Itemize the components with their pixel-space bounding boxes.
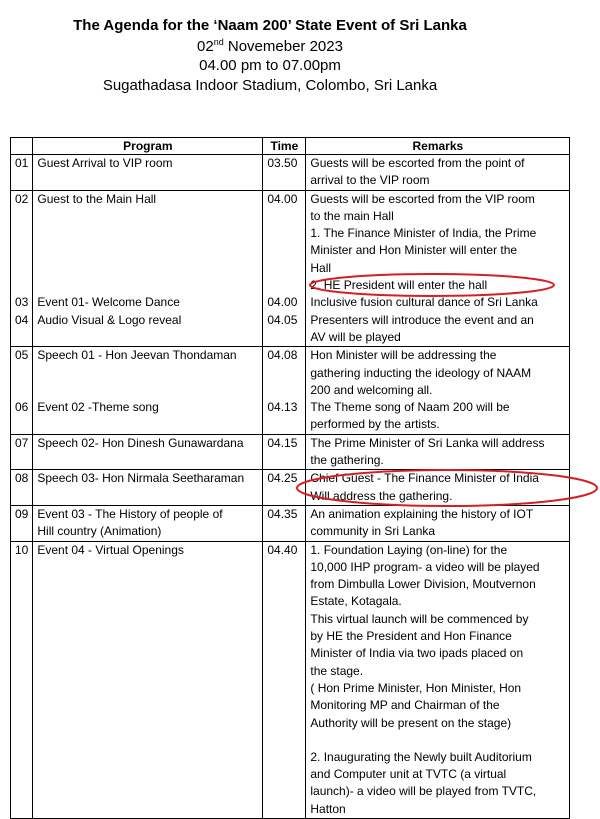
row-program: Guest Arrival to VIP room [33, 155, 263, 191]
row-program: Speech 01 - Hon Jeevan Thondaman [33, 347, 263, 399]
row-program: Event 03 - The History of people of Hill country (Animation) [33, 505, 263, 541]
row-time: 04.25 [263, 470, 306, 506]
row-remarks: Hon Minister will be addressing the gathering inducting the ideology of NAAM 200 and welcoming all. [306, 347, 570, 399]
row-no: 07 [11, 434, 33, 470]
row-no: 05 [11, 347, 33, 399]
row-remarks: The Theme song of Naam 200 will be performed by the artists. [306, 399, 570, 434]
row-program: Event 01- Welcome Dance [33, 294, 263, 311]
row-no: 06 [11, 399, 33, 434]
row-time: 04.00 [263, 190, 306, 294]
row-time: 03.50 [263, 155, 306, 191]
row-remarks: Guests will be escorted from the point of arrival to the VIP room [306, 155, 570, 191]
table-row [11, 399, 570, 434]
table-row [11, 190, 570, 294]
col-header-remarks: Remarks [306, 138, 570, 155]
row-program: Event 02 -Theme song [33, 399, 263, 434]
table-row [11, 294, 570, 311]
table-header-row [11, 138, 570, 155]
row-time: 04.13 [263, 399, 306, 434]
row-remarks: The Prime Minister of Sri Lanka will address the gathering. [306, 434, 570, 470]
event-date: 02nd Novemeber 2023 [197, 37, 343, 55]
row-remarks: Inclusive fusion cultural dance of Sri Lanka [306, 294, 570, 311]
row-time: 04.05 [263, 312, 306, 347]
row-time: 04.40 [263, 541, 306, 818]
row-remarks: Presenters will introduce the event and an AV will be played [306, 312, 570, 347]
row-remarks: Guests will be escorted from the VIP room to the main Hall 1. The Finance Minister of India, the Prime Minister and Hon Minister will enter the Hall 2. HE President will enter the hall [306, 190, 570, 294]
row-no: 09 [11, 505, 33, 541]
table-row [11, 434, 570, 470]
row-no: 10 [11, 541, 33, 818]
row-remarks: 1. Foundation Laying (on-line) for the 10,000 IHP program- a video will be played from Dimbulla Lower Division, Moutvernon Estate, Kotagala. This virtual launch will be commenced by by HE the President and Hon Finance Minister of India via two ipads placed on the stage. ( Hon Prime Minister, Hon Minister, Hon Monitoring MP and Chairman of the Authority will be present on the stage) 2. Inaugurating the Newly built Auditorium and Computer unit at TVTC (a virtual launch)- a video will be played from TVTC, Hatton [306, 541, 570, 818]
row-no: 03 [11, 294, 33, 311]
row-program: Event 04 - Virtual Openings [33, 541, 263, 818]
row-no: 08 [11, 470, 33, 506]
row-time: 04.35 [263, 505, 306, 541]
event-time: 04.00 pm to 07.00pm [199, 57, 341, 74]
row-time: 04.08 [263, 347, 306, 399]
col-header-time: Time [263, 138, 306, 155]
table-row [11, 347, 570, 399]
row-time: 04.00 [263, 294, 306, 311]
highlighted-remark: 2. HE President will enter the hall [310, 278, 488, 293]
row-remarks: An animation explaining the history of IOT community in Sri Lanka [306, 505, 570, 541]
row-program: Speech 03- Hon Nirmala Seetharaman [33, 470, 263, 506]
row-program: Guest to the Main Hall [33, 190, 263, 294]
agenda-table [10, 137, 570, 819]
table-row [11, 470, 570, 506]
row-program: Audio Visual & Logo reveal [33, 312, 263, 347]
col-header-no [11, 138, 33, 155]
row-no: 04 [11, 312, 33, 347]
row-no: 01 [11, 155, 33, 191]
table-row [11, 541, 570, 818]
table-row [11, 505, 570, 541]
row-remarks: Chief Guest - The Finance Minister of India Will address the gathering. [306, 470, 570, 506]
row-no: 02 [11, 190, 33, 294]
highlighted-remark: Chief Guest - The Finance Minister of India [310, 471, 539, 486]
table-row [11, 155, 570, 191]
col-header-program: Program [33, 138, 263, 155]
event-venue: Sugathadasa Indoor Stadium, Colombo, Sri Lanka [102, 77, 438, 94]
row-time: 04.15 [263, 434, 306, 470]
row-program: Speech 02- Hon Dinesh Gunawardana [33, 434, 263, 470]
agenda-title: The Agenda for the ‘Naam 200’ State Event of Sri Lanka [73, 17, 467, 34]
table-row [11, 312, 570, 347]
